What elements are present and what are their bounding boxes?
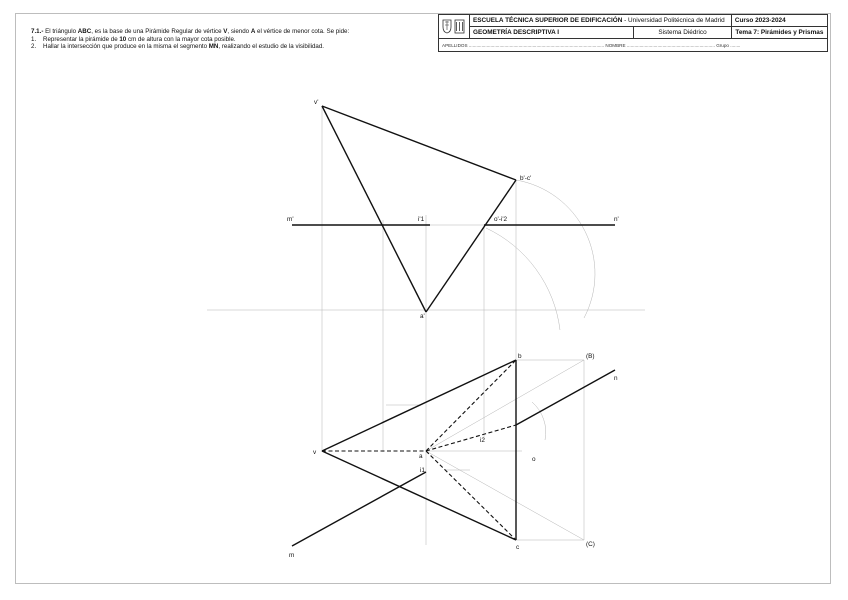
rotation-arc-1 bbox=[516, 180, 595, 318]
label-i1-prime: i'1 bbox=[418, 216, 425, 223]
segment-inside bbox=[426, 425, 516, 451]
label-B: (B) bbox=[586, 353, 595, 360]
ray-a-B bbox=[426, 360, 584, 451]
name-field: NOMBRE ..................................................................... bbox=[605, 42, 715, 48]
edge-vb-prime bbox=[322, 106, 516, 180]
edge-vb-plan bbox=[322, 360, 516, 451]
label-C: (C) bbox=[586, 541, 595, 548]
label-o: o bbox=[532, 456, 536, 463]
drawing-labels bbox=[287, 99, 619, 559]
edge-ab-prime bbox=[426, 180, 516, 312]
label-c: c bbox=[516, 544, 520, 551]
edge-vc-plan bbox=[322, 451, 516, 540]
statement-title: 7.1.- El triángulo ABC, es la base de una Pirámide Regular de vértice V, siendo A el vértice de menor cota. Se pide: bbox=[31, 28, 350, 35]
label-a: a bbox=[419, 453, 423, 460]
label-n-prime: n' bbox=[614, 216, 619, 223]
system-label: Sistema Diédrico bbox=[634, 27, 732, 39]
label-i2: i2 bbox=[480, 437, 485, 444]
label-b: b bbox=[518, 353, 522, 360]
visible-edges bbox=[292, 106, 615, 546]
subject-label: GEOMETRÍA DESCRIPTIVA I bbox=[470, 27, 634, 39]
statement-item-2: 2. Hallar la intersección que produce en la misma el segmento MN, realizando el estudio de la visibilidad. bbox=[31, 43, 325, 51]
topic-label: Tema 7: Pirámides y Prismas bbox=[731, 27, 827, 39]
group-field: Grupo ........ bbox=[716, 42, 741, 48]
statement-item-1: 1. Representar la pirámide de 10 cm de altura con la mayor cota posible. bbox=[31, 35, 236, 43]
course-label: Curso 2023-2024 bbox=[731, 15, 827, 27]
line-mn-plan-right bbox=[516, 370, 615, 425]
label-bc-prime: b'-c' bbox=[520, 175, 532, 182]
reference-lines bbox=[207, 106, 645, 545]
label-v-prime: v' bbox=[314, 99, 319, 106]
surname-field: APELLIDOS .......................................................................................................... bbox=[442, 42, 605, 48]
label-i1: i1 bbox=[420, 467, 425, 474]
label-o-i2-prime: o'-i'2 bbox=[494, 216, 508, 223]
rotation-arc-3 bbox=[532, 402, 546, 440]
label-m-prime: m' bbox=[287, 216, 294, 223]
edge-ab-plan bbox=[426, 360, 516, 451]
label-m: m bbox=[289, 552, 295, 559]
label-v: v bbox=[313, 449, 317, 456]
hidden-edges bbox=[322, 106, 516, 540]
rotation-arc-2 bbox=[486, 228, 560, 330]
edge-ac-plan bbox=[426, 451, 516, 540]
label-n: n bbox=[614, 375, 618, 382]
v-b-edge bbox=[322, 106, 516, 180]
school-name: ESCUELA TÉCNICA SUPERIOR DE EDIFICACIÓN - Universidad Politécnica de Madrid bbox=[470, 15, 732, 27]
ray-a-C bbox=[426, 451, 584, 540]
label-a-prime: a' bbox=[420, 313, 425, 320]
line-mn-plan-left bbox=[292, 472, 426, 546]
edge-va-prime bbox=[322, 106, 426, 312]
